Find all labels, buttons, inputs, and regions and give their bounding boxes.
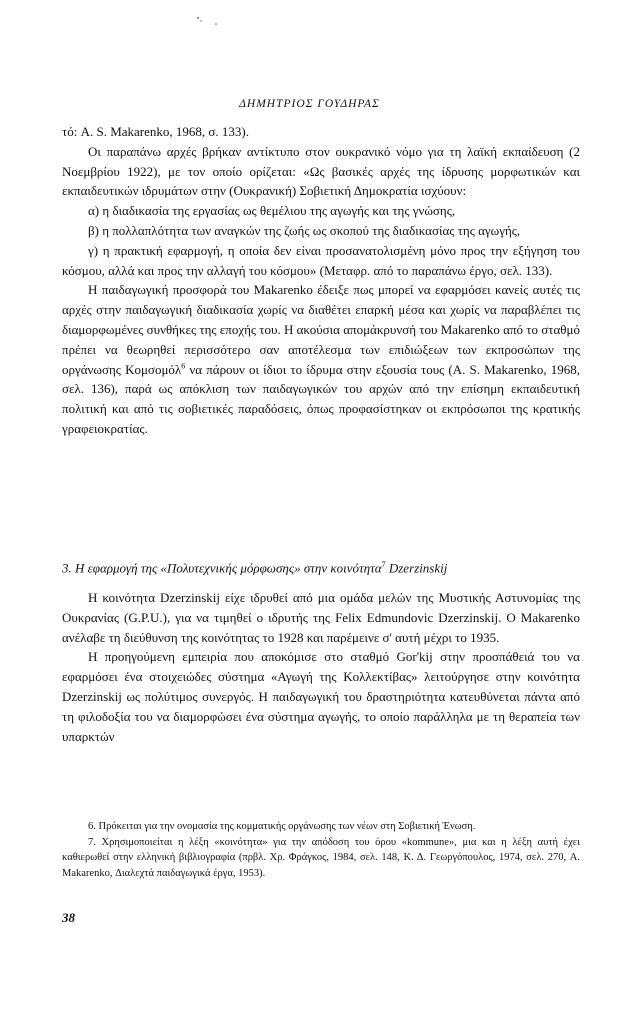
intro-citation-line: τό: A. S. Makarenko, 1968, σ. 133).	[62, 124, 249, 139]
running-head: ΔΗΜΗΤΡΙΟΣ ΓΟΥΔΗΡΑΣ	[239, 98, 380, 110]
paragraph-previous-experience: Η προηγούμενη εμπειρία που αποκόμισε στο σταθμό Gor'kij στην προσπάθειά του να εφαρμόσει ένα στοιχειώδες σύστημα «Αγωγή της Κολλεκτίβας» λειτούργησε στην κοινότητα Dzerzinskij ως πολύτιμος συνεργός. Η παιδαγωγική του δραστηριότητα κατευθύνεται πάντα από τη φιλοδοξία του να διαμορφώσει ένα σύστημα αγωγής, το οποίο παράλληλα με τη θεραπεία των υπαρκτών	[62, 649, 580, 744]
page-number: 38	[62, 910, 75, 925]
footnote-ref-7: 7	[381, 560, 386, 569]
paragraph-text-part-2: να πάρουν οι ίδιοι το ίδρυμα στην εξουσία τους (A. S. Makarenko, 1968, σελ. 136), παρά ως απόκλιση των παιδαγωγικών του αρχών από την επίσημη εκπαιδευτική πολιτική και από τις σοβιετικές παραδόσεις, όπως προφασίστηκαν οι εκπρόσωποι της κρατικής γραφειοκρατίας.	[62, 361, 580, 436]
section-heading-text: 3. Η εφαρμογή της «Πολυτεχνικής μόρφωσης» στην κοινότητα	[62, 560, 382, 576]
body-text	[62, 122, 580, 439]
footnote-7: 7. Χρησιμοποιείται η λέξη «κοινότητα» για την απόδοση του όρου «kommune», μια και η λέξη αυτή έχει καθιερωθεί στην ελληνική βιβλιογραφία (πρβλ. Χρ. Φράγκος, 1984, σελ. 148, Κ. Δ. Γεωργόπουλος, 1974, σελ. 270, A. Makarenko, Διαλεχτά παιδαγωγικά έργα, 1953).	[62, 836, 580, 879]
scan-specks	[194, 14, 224, 28]
paragraph-law: Οι παραπάνω αρχές βρήκαν αντίκτυπο στον ουκρανικό νόμο για τη λαϊκή εκπαίδευση (2 Νοεμβρίου 1922), με τον οποίο ορίζεται: «Ως βασικές αρχές της ίδρυσης μορφωτικών και εκπαιδευτικών ιδρυμάτων στην (Ουκρανική) Σοβιετική Δημοκρατία ισχύουν:	[62, 143, 580, 199]
list-item-a: α) η διαδικασία της εργασίας ως θεμέλιου της αγωγής και της γνώσης,	[88, 203, 456, 219]
footnote-ref-6: 6	[181, 361, 186, 371]
section-body	[62, 588, 580, 746]
footnote-6: 6. Πρόκειται για την ονομασία της κομματικής οργάνωσης των νέων στη Σοβιετική Ένωση.	[88, 821, 476, 832]
list-item-b: β) η πολλαπλότητα των αναγκών της ζωής ως σκοπού της διαδικασίας της αγωγής,	[88, 222, 521, 238]
paragraph-community-founding: Η κοινότητα Dzerzinskij είχε ιδρυθεί από μια ομάδα μελών της Μυστικής Αστυνομίας της Ουκρανίας (G.P.U.), για να τιμηθεί ο ιδρυτής της Felix Edmundovic Dzerzinskij. Ο Makarenko ανέλαβε τη διεύθυνση της κοινότητας το 1928 και παρέμεινε σ' αυτή μέχρι το 1935.	[62, 590, 580, 645]
section-heading	[62, 555, 580, 578]
list-item-c: γ) η πρακτική εφαρμογή, η οποία δεν είναι προσανατολισμένη μόνο προς την εξήγηση του κόσμου, αλλά και προς την αλλαγή του κόσμου» (Μεταφρ. από το παραπάνω έργο, σελ. 133).	[62, 242, 580, 278]
footnotes	[62, 819, 580, 881]
paragraph-text-part-1: Η παιδαγωγική προσφορά του Makarenko έδειξε πως μπορεί να εφαρμόσει κανείς αυτές τις αρχές στην παιδαγωγική διαδικασία χωρίς να διαθέτει επαρκή μέσα και χωρίς να παραβλέπει τις διαμορφωμένες συνθήκες της εποχής του. Η ακούσια απομάκρυνσή του Makarenko από το σταθμό πρέπει να θεωρηθεί περισσότερο σαν αποτέλεσμα των επιδιώξεων των εκπροσώπων της οργάνωσης Κομσομόλ	[62, 282, 580, 377]
section-heading-name: Dzerzinskij	[385, 560, 448, 576]
paragraph-makarenko-contribution	[62, 280, 580, 438]
